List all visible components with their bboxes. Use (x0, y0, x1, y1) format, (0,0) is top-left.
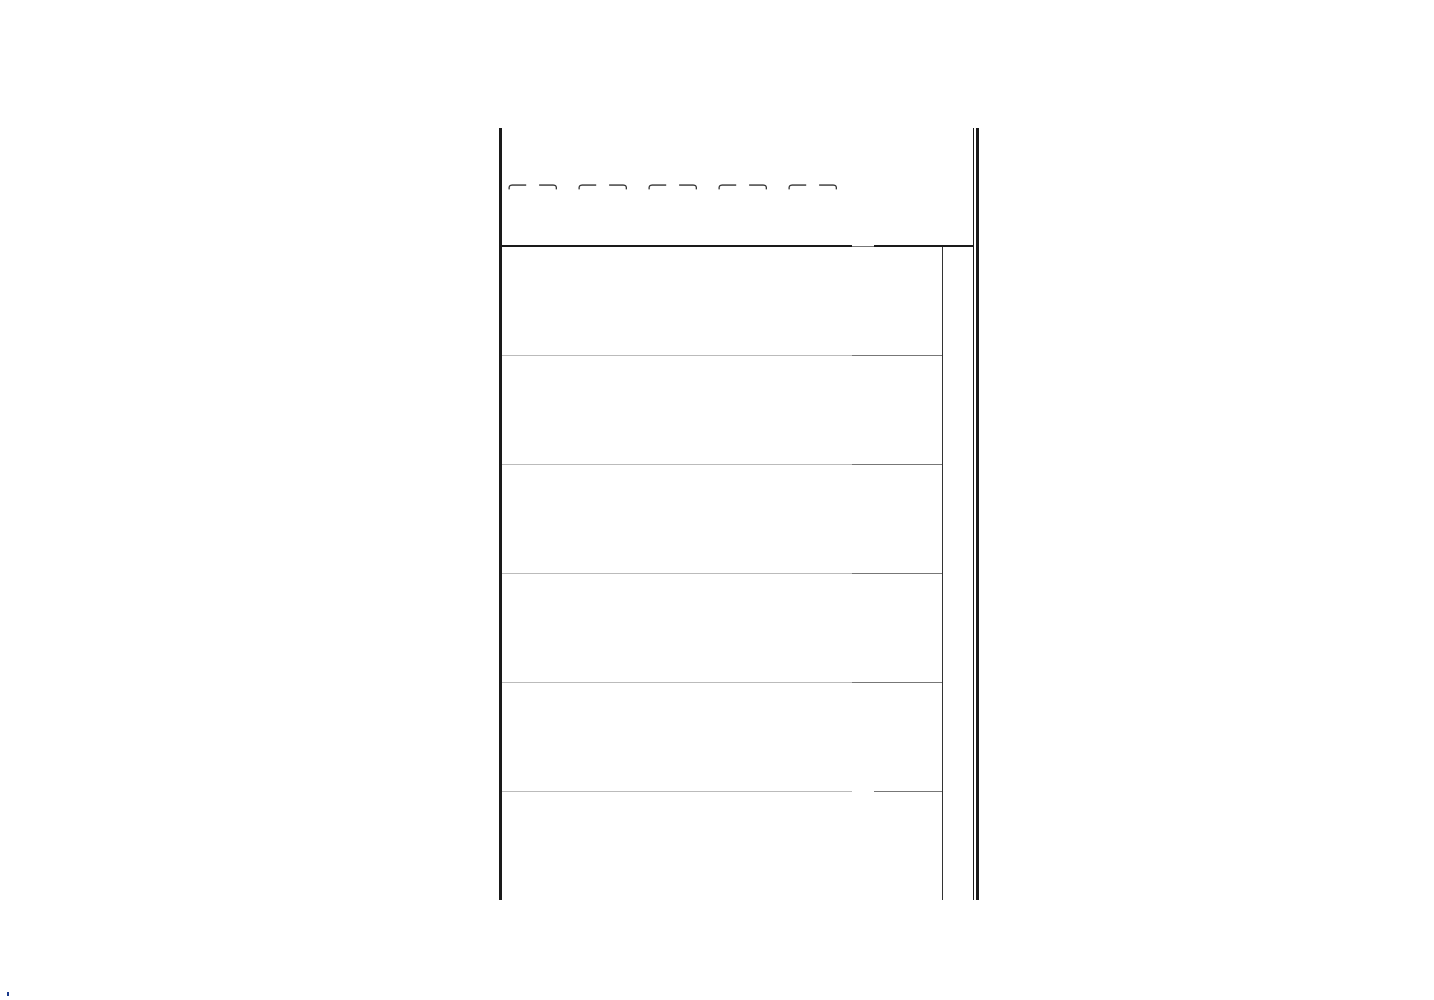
value-cell (642, 355, 673, 464)
unit-cell (852, 246, 874, 355)
value-cell (572, 682, 603, 791)
table-top-rule-thin (973, 128, 974, 900)
value-cell (501, 791, 534, 900)
header-column (874, 355, 943, 464)
ortsklasse-cell (743, 128, 782, 246)
value-cell (743, 573, 782, 682)
value-cell (572, 791, 603, 900)
table-row (642, 128, 673, 900)
unit-cell (852, 464, 874, 573)
value-cell (712, 682, 743, 791)
value-cell (603, 464, 642, 573)
value-cell (673, 573, 712, 682)
ortsklasse-cell (603, 128, 642, 246)
ortsklasse-cell (572, 128, 603, 246)
brace-glyph: ⎧ (749, 179, 768, 191)
table-row (782, 128, 813, 900)
value-cell (533, 355, 572, 464)
value-cell (533, 682, 572, 791)
value-cell (572, 355, 603, 464)
brace-glyph: ⎧ (539, 179, 558, 191)
table-row (813, 128, 852, 900)
value-cell (712, 464, 743, 573)
table-body (501, 128, 875, 900)
value-cell (782, 464, 813, 573)
value-cell (603, 791, 642, 900)
value-cell (572, 464, 603, 573)
value-cell (813, 682, 852, 791)
rotated-document-page (144, 0, 1264, 1000)
value-cell (642, 791, 673, 900)
value-cell (673, 791, 712, 900)
ortsklasse-cell (642, 128, 673, 246)
rent-table (499, 128, 979, 900)
value-cell (712, 246, 743, 355)
value-cell (501, 573, 534, 682)
brace-glyph: ⎩ (648, 179, 667, 191)
value-cell (501, 355, 534, 464)
table-row (603, 128, 642, 900)
header-column (874, 791, 943, 900)
unit-cell (852, 355, 874, 464)
value-cell (533, 464, 572, 573)
dfg-logo (7, 992, 9, 996)
value-cell (782, 246, 813, 355)
value-cell (782, 355, 813, 464)
unit-cell (852, 128, 874, 246)
value-cell (603, 246, 642, 355)
brace-glyph: ⎩ (508, 179, 527, 191)
header-column (874, 682, 943, 791)
value-cell (813, 573, 852, 682)
table-top-rule (976, 128, 979, 900)
value-cell (673, 355, 712, 464)
value-cell (642, 246, 673, 355)
brace-glyph: ⎧ (609, 179, 628, 191)
ortsklasse-cell (782, 128, 813, 246)
value-cell (782, 573, 813, 682)
value-cell (743, 355, 782, 464)
value-cell (533, 573, 572, 682)
value-cell (673, 682, 712, 791)
value-cell (603, 355, 642, 464)
header-ortsklasse (874, 128, 973, 246)
header-besoldungsgruppe (943, 246, 974, 900)
value-cell (603, 682, 642, 791)
ortsklasse-cell (673, 128, 712, 246)
value-cell (533, 791, 572, 900)
ortsklasse-cell (501, 128, 534, 246)
value-cell (673, 464, 712, 573)
value-cell (642, 464, 673, 573)
brace-glyph: ⎧ (819, 179, 838, 191)
header-column (874, 464, 943, 573)
ortsklasse-cell (712, 128, 743, 246)
ortsklasse-cell (813, 128, 852, 246)
value-cell (501, 682, 534, 791)
rent-table-grid (499, 128, 973, 900)
value-cell (533, 246, 572, 355)
brace-glyph: ⎧ (679, 179, 698, 191)
table-row (572, 128, 603, 900)
brace-glyph: ⎩ (578, 179, 597, 191)
table-row (743, 128, 782, 900)
ortsklasse-cell (533, 128, 572, 246)
table-row (501, 128, 534, 900)
value-cell (813, 791, 852, 900)
value-cell (743, 791, 782, 900)
digitization-footer (0, 600, 16, 1000)
value-cell (813, 355, 852, 464)
value-cell (712, 355, 743, 464)
value-cell (501, 464, 534, 573)
unit-cell (852, 573, 874, 682)
value-cell (572, 246, 603, 355)
value-cell (572, 573, 603, 682)
value-cell (782, 791, 813, 900)
table-row (533, 128, 572, 900)
value-cell (743, 464, 782, 573)
table-row (673, 128, 712, 900)
table-row (712, 128, 743, 900)
value-cell (782, 682, 813, 791)
value-cell (743, 246, 782, 355)
unit-cell (852, 682, 874, 791)
value-cell (603, 573, 642, 682)
value-cell (813, 464, 852, 573)
brace-glyph: ⎩ (718, 179, 737, 191)
value-cell (642, 682, 673, 791)
value-cell (743, 682, 782, 791)
units-row (852, 128, 874, 900)
value-cell (712, 791, 743, 900)
header-column (874, 573, 943, 682)
brace-glyph: ⎩ (788, 179, 807, 191)
value-cell (642, 573, 673, 682)
value-cell (712, 573, 743, 682)
value-cell (813, 246, 852, 355)
value-cell (501, 246, 534, 355)
header-column (874, 246, 943, 355)
value-cell (673, 246, 712, 355)
